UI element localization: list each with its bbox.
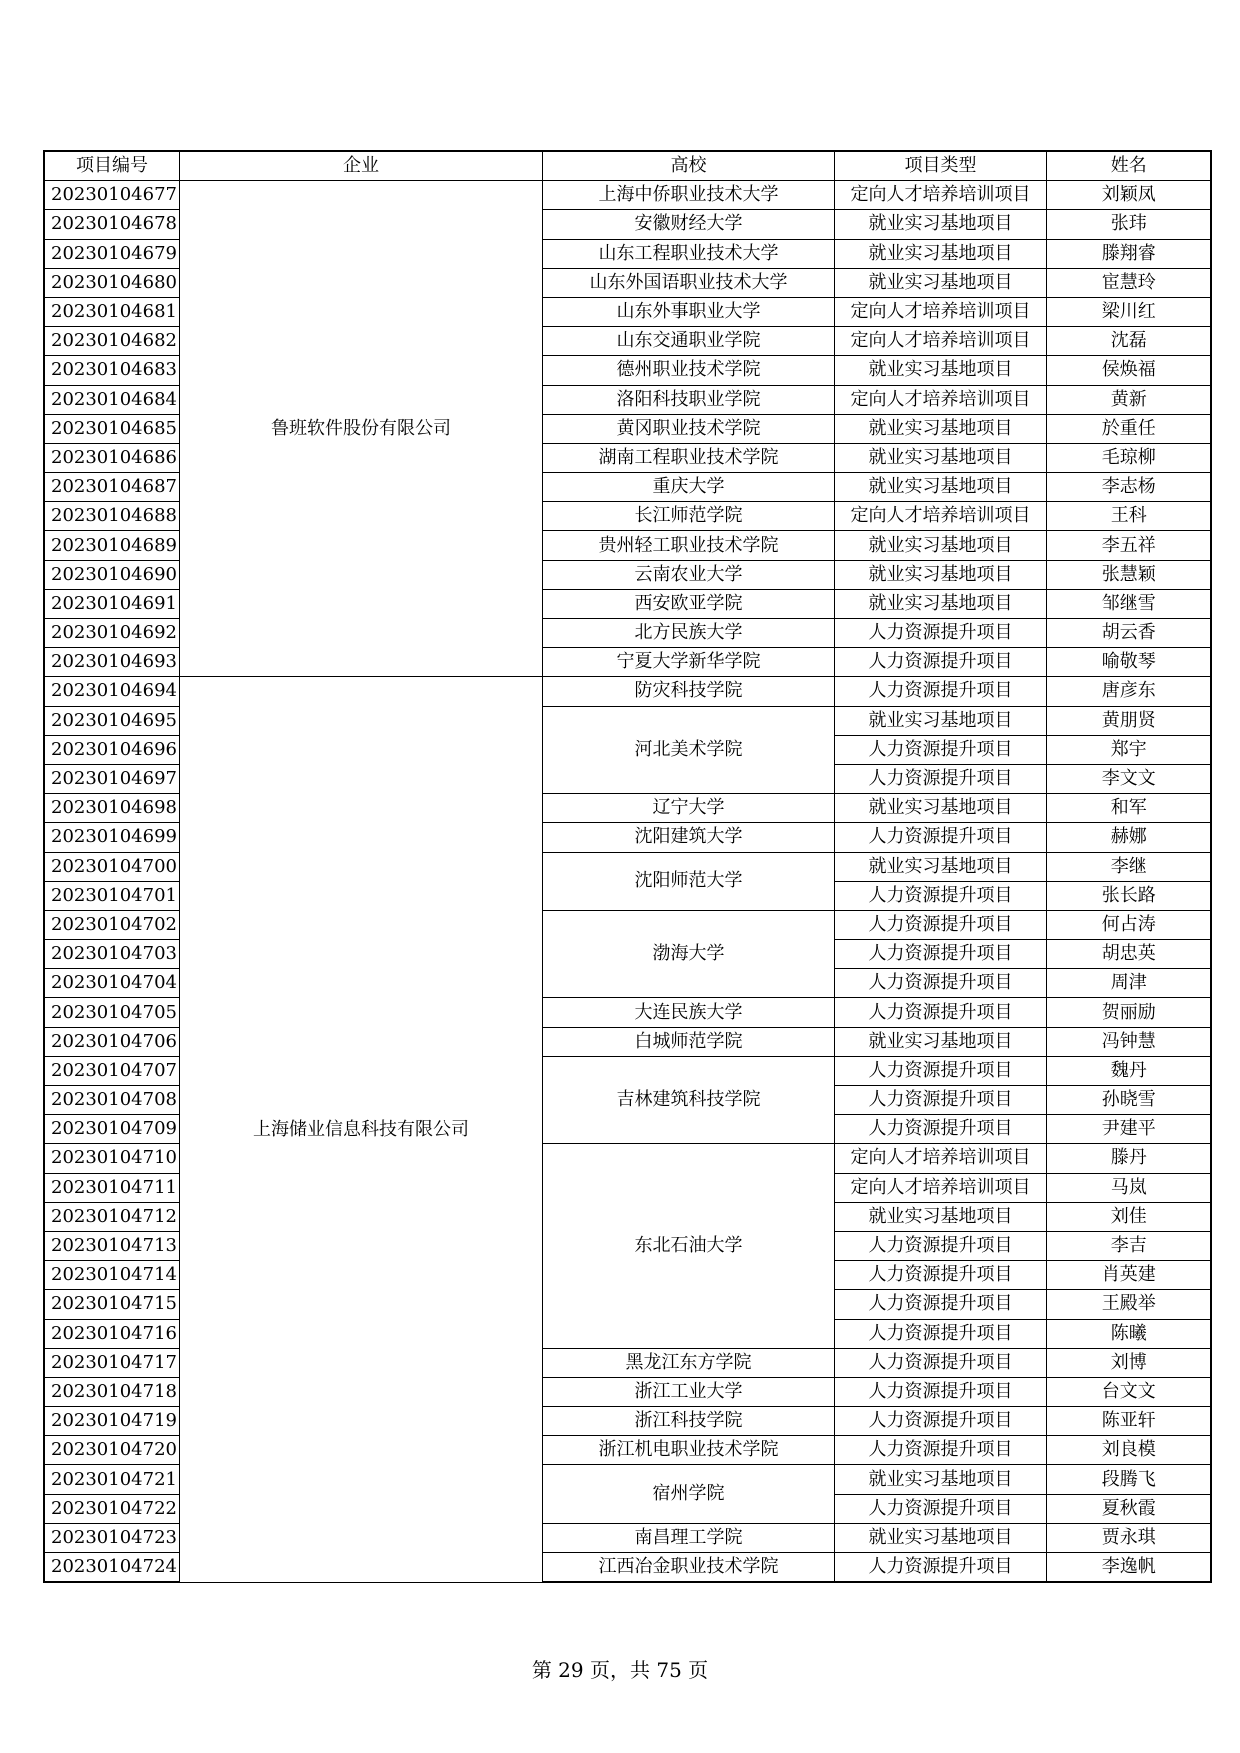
- cell-project-id: 20230104721: [44, 1465, 179, 1494]
- cell-project-type: 人力资源提升项目: [834, 1261, 1046, 1290]
- header-id: 项目编号: [44, 151, 179, 181]
- cell-person-name: 喻敬琴: [1046, 648, 1211, 677]
- cell-school: 白城师范学院: [542, 1027, 834, 1056]
- cell-project-id: 20230104701: [44, 881, 179, 910]
- cell-project-type: 定向人才培养培训项目: [834, 327, 1046, 356]
- cell-person-name: 张长路: [1046, 881, 1211, 910]
- cell-project-type: 就业实习基地项目: [834, 706, 1046, 735]
- cell-person-name: 刘颖凤: [1046, 181, 1211, 210]
- cell-school: 大连民族大学: [542, 998, 834, 1027]
- cell-person-name: 陈曦: [1046, 1319, 1211, 1348]
- cell-project-id: 20230104687: [44, 473, 179, 502]
- page-footer: 第 29 页，共 75 页: [531, 1658, 709, 1682]
- cell-person-name: 刘良模: [1046, 1436, 1211, 1465]
- cell-school: 浙江机电职业技术学院: [542, 1436, 834, 1465]
- cell-project-type: 人力资源提升项目: [834, 1319, 1046, 1348]
- cell-person-name: 毛琼柳: [1046, 443, 1211, 472]
- cell-project-id: 20230104683: [44, 356, 179, 385]
- cell-school: 黄冈职业技术学院: [542, 414, 834, 443]
- cell-school: 北方民族大学: [542, 619, 834, 648]
- cell-project-type: 就业实习基地项目: [834, 794, 1046, 823]
- cell-project-type: 就业实习基地项目: [834, 852, 1046, 881]
- cell-project-type: 定向人才培养培训项目: [834, 297, 1046, 326]
- cell-project-id: 20230104689: [44, 531, 179, 560]
- cell-project-id: 20230104678: [44, 210, 179, 239]
- cell-project-id: 20230104705: [44, 998, 179, 1027]
- cell-project-type: 人力资源提升项目: [834, 677, 1046, 706]
- cell-person-name: 郑宇: [1046, 735, 1211, 764]
- cell-project-type: 人力资源提升项目: [834, 998, 1046, 1027]
- cell-project-type: 人力资源提升项目: [834, 881, 1046, 910]
- cell-project-id: 20230104688: [44, 502, 179, 531]
- cell-project-id: 20230104696: [44, 735, 179, 764]
- cell-school: 湖南工程职业技术学院: [542, 443, 834, 472]
- cell-project-id: 20230104682: [44, 327, 179, 356]
- cell-person-name: 黄朋贤: [1046, 706, 1211, 735]
- cell-person-name: 沈磊: [1046, 327, 1211, 356]
- cell-project-id: 20230104714: [44, 1261, 179, 1290]
- cell-project-type: 定向人才培养培训项目: [834, 502, 1046, 531]
- cell-person-name: 唐彦东: [1046, 677, 1211, 706]
- cell-project-id: 20230104686: [44, 443, 179, 472]
- cell-project-type: 人力资源提升项目: [834, 619, 1046, 648]
- cell-project-id: 20230104717: [44, 1348, 179, 1377]
- cell-school: 沈阳建筑大学: [542, 823, 834, 852]
- cell-project-id: 20230104684: [44, 385, 179, 414]
- cell-company: 鲁班软件股份有限公司: [179, 181, 542, 677]
- cell-person-name: 黄新: [1046, 385, 1211, 414]
- cell-school: 云南农业大学: [542, 560, 834, 589]
- cell-school: 安徽财经大学: [542, 210, 834, 239]
- cell-project-id: 20230104709: [44, 1115, 179, 1144]
- cell-project-type: 人力资源提升项目: [834, 764, 1046, 793]
- cell-person-name: 段腾飞: [1046, 1465, 1211, 1494]
- cell-project-type: 定向人才培养培训项目: [834, 385, 1046, 414]
- cell-school: 重庆大学: [542, 473, 834, 502]
- cell-school: 贵州轻工职业技术学院: [542, 531, 834, 560]
- cell-person-name: 邹继雪: [1046, 589, 1211, 618]
- cell-project-id: 20230104711: [44, 1173, 179, 1202]
- cell-school: 山东外事职业大学: [542, 297, 834, 326]
- cell-project-type: 人力资源提升项目: [834, 1407, 1046, 1436]
- cell-project-type: 就业实习基地项目: [834, 473, 1046, 502]
- cell-project-type: 人力资源提升项目: [834, 1494, 1046, 1523]
- cell-project-type: 人力资源提升项目: [834, 1290, 1046, 1319]
- cell-project-type: 人力资源提升项目: [834, 940, 1046, 969]
- cell-project-id: 20230104695: [44, 706, 179, 735]
- cell-project-id: 20230104680: [44, 268, 179, 297]
- cell-project-type: 人力资源提升项目: [834, 969, 1046, 998]
- cell-project-id: 20230104694: [44, 677, 179, 706]
- cell-project-id: 20230104712: [44, 1202, 179, 1231]
- cell-project-type: 就业实习基地项目: [834, 1027, 1046, 1056]
- cell-person-name: 李继: [1046, 852, 1211, 881]
- cell-project-type: 就业实习基地项目: [834, 443, 1046, 472]
- cell-project-type: 人力资源提升项目: [834, 823, 1046, 852]
- header-row: [44, 151, 1211, 181]
- cell-project-type: 人力资源提升项目: [834, 1056, 1046, 1085]
- cell-project-type: 人力资源提升项目: [834, 648, 1046, 677]
- cell-person-name: 胡云香: [1046, 619, 1211, 648]
- cell-project-id: 20230104690: [44, 560, 179, 589]
- cell-person-name: 台文文: [1046, 1377, 1211, 1406]
- cell-person-name: 李吉: [1046, 1231, 1211, 1260]
- cell-person-name: 孙晓雪: [1046, 1086, 1211, 1115]
- cell-person-name: 於重任: [1046, 414, 1211, 443]
- cell-person-name: 滕翔睿: [1046, 239, 1211, 268]
- cell-project-id: 20230104715: [44, 1290, 179, 1319]
- cell-school: 山东外国语职业技术大学: [542, 268, 834, 297]
- cell-school: 山东工程职业技术大学: [542, 239, 834, 268]
- cell-project-type: 就业实习基地项目: [834, 356, 1046, 385]
- cell-person-name: 宦慧玲: [1046, 268, 1211, 297]
- cell-person-name: 张玮: [1046, 210, 1211, 239]
- cell-project-type: 就业实习基地项目: [834, 1523, 1046, 1552]
- cell-project-id: 20230104692: [44, 619, 179, 648]
- cell-school: 山东交通职业学院: [542, 327, 834, 356]
- cell-person-name: 肖英建: [1046, 1261, 1211, 1290]
- cell-project-id: 20230104723: [44, 1523, 179, 1552]
- cell-person-name: 王科: [1046, 502, 1211, 531]
- cell-person-name: 冯钟慧: [1046, 1027, 1211, 1056]
- cell-project-type: 人力资源提升项目: [834, 1115, 1046, 1144]
- cell-school: 长江师范学院: [542, 502, 834, 531]
- cell-project-id: 20230104722: [44, 1494, 179, 1523]
- cell-person-name: 王殿举: [1046, 1290, 1211, 1319]
- cell-person-name: 魏丹: [1046, 1056, 1211, 1085]
- cell-person-name: 和军: [1046, 794, 1211, 823]
- cell-person-name: 夏秋霞: [1046, 1494, 1211, 1523]
- cell-person-name: 周津: [1046, 969, 1211, 998]
- cell-project-type: 人力资源提升项目: [834, 735, 1046, 764]
- cell-school: 上海中侨职业技术大学: [542, 181, 834, 210]
- cell-project-id: 20230104716: [44, 1319, 179, 1348]
- cell-project-type: 人力资源提升项目: [834, 1231, 1046, 1260]
- cell-project-type: 定向人才培养培训项目: [834, 1173, 1046, 1202]
- cell-project-id: 20230104697: [44, 764, 179, 793]
- cell-person-name: 刘博: [1046, 1348, 1211, 1377]
- header-type: 项目类型: [834, 151, 1046, 181]
- cell-project-id: 20230104677: [44, 181, 179, 210]
- cell-project-type: 就业实习基地项目: [834, 1465, 1046, 1494]
- cell-project-id: 20230104681: [44, 297, 179, 326]
- cell-project-type: 人力资源提升项目: [834, 1086, 1046, 1115]
- table-row: [44, 181, 1211, 210]
- cell-company: 上海储业信息科技有限公司: [179, 677, 542, 1582]
- header-company: 企业: [179, 151, 542, 181]
- table-row: [44, 677, 1211, 706]
- cell-project-id: 20230104679: [44, 239, 179, 268]
- cell-project-id: 20230104693: [44, 648, 179, 677]
- cell-school: 辽宁大学: [542, 794, 834, 823]
- cell-project-id: 20230104724: [44, 1553, 179, 1583]
- cell-project-type: 就业实习基地项目: [834, 1202, 1046, 1231]
- project-table: [43, 150, 1212, 1583]
- cell-school: 浙江科技学院: [542, 1407, 834, 1436]
- cell-project-id: 20230104704: [44, 969, 179, 998]
- table-body: [44, 181, 1211, 1583]
- cell-school: 江西冶金职业技术学院: [542, 1553, 834, 1583]
- cell-project-id: 20230104700: [44, 852, 179, 881]
- cell-person-name: 滕丹: [1046, 1144, 1211, 1173]
- cell-school: 渤海大学: [542, 910, 834, 998]
- header-name: 姓名: [1046, 151, 1211, 181]
- cell-project-id: 20230104706: [44, 1027, 179, 1056]
- cell-project-type: 人力资源提升项目: [834, 910, 1046, 939]
- cell-school: 洛阳科技职业学院: [542, 385, 834, 414]
- cell-person-name: 李五祥: [1046, 531, 1211, 560]
- cell-person-name: 陈亚轩: [1046, 1407, 1211, 1436]
- cell-school: 河北美术学院: [542, 706, 834, 794]
- cell-school: 德州职业技术学院: [542, 356, 834, 385]
- cell-person-name: 胡忠英: [1046, 940, 1211, 969]
- cell-project-id: 20230104699: [44, 823, 179, 852]
- cell-project-type: 就业实习基地项目: [834, 210, 1046, 239]
- cell-person-name: 贾永琪: [1046, 1523, 1211, 1552]
- cell-project-type: 定向人才培养培训项目: [834, 1144, 1046, 1173]
- cell-project-type: 人力资源提升项目: [834, 1348, 1046, 1377]
- cell-person-name: 何占涛: [1046, 910, 1211, 939]
- cell-person-name: 梁川红: [1046, 297, 1211, 326]
- cell-school: 宁夏大学新华学院: [542, 648, 834, 677]
- cell-person-name: 侯焕福: [1046, 356, 1211, 385]
- cell-person-name: 李文文: [1046, 764, 1211, 793]
- cell-project-id: 20230104713: [44, 1231, 179, 1260]
- cell-project-id: 20230104685: [44, 414, 179, 443]
- cell-school: 沈阳师范大学: [542, 852, 834, 910]
- cell-project-id: 20230104707: [44, 1056, 179, 1085]
- cell-project-id: 20230104698: [44, 794, 179, 823]
- cell-project-id: 20230104708: [44, 1086, 179, 1115]
- cell-school: 浙江工业大学: [542, 1377, 834, 1406]
- cell-project-type: 就业实习基地项目: [834, 268, 1046, 297]
- cell-person-name: 尹建平: [1046, 1115, 1211, 1144]
- cell-project-type: 就业实习基地项目: [834, 560, 1046, 589]
- cell-school: 宿州学院: [542, 1465, 834, 1523]
- cell-school: 黑龙江东方学院: [542, 1348, 834, 1377]
- cell-school: 东北石油大学: [542, 1144, 834, 1348]
- cell-person-name: 马岚: [1046, 1173, 1211, 1202]
- cell-project-type: 就业实习基地项目: [834, 239, 1046, 268]
- header-school: 高校: [542, 151, 834, 181]
- cell-person-name: 贺丽励: [1046, 998, 1211, 1027]
- cell-project-id: 20230104720: [44, 1436, 179, 1465]
- cell-project-id: 20230104718: [44, 1377, 179, 1406]
- cell-school: 吉林建筑科技学院: [542, 1056, 834, 1144]
- cell-person-name: 刘佳: [1046, 1202, 1211, 1231]
- cell-person-name: 李志杨: [1046, 473, 1211, 502]
- cell-project-type: 定向人才培养培训项目: [834, 181, 1046, 210]
- cell-project-id: 20230104691: [44, 589, 179, 618]
- cell-project-id: 20230104710: [44, 1144, 179, 1173]
- cell-project-type: 就业实习基地项目: [834, 531, 1046, 560]
- cell-person-name: 李逸帆: [1046, 1553, 1211, 1583]
- cell-person-name: 赫娜: [1046, 823, 1211, 852]
- cell-project-type: 就业实习基地项目: [834, 589, 1046, 618]
- cell-project-id: 20230104719: [44, 1407, 179, 1436]
- cell-project-type: 人力资源提升项目: [834, 1553, 1046, 1583]
- cell-person-name: 张慧颖: [1046, 560, 1211, 589]
- cell-project-id: 20230104703: [44, 940, 179, 969]
- cell-project-type: 就业实习基地项目: [834, 414, 1046, 443]
- cell-school: 防灾科技学院: [542, 677, 834, 706]
- cell-project-type: 人力资源提升项目: [834, 1436, 1046, 1465]
- cell-school: 西安欧亚学院: [542, 589, 834, 618]
- cell-project-id: 20230104702: [44, 910, 179, 939]
- cell-school: 南昌理工学院: [542, 1523, 834, 1552]
- cell-project-type: 人力资源提升项目: [834, 1377, 1046, 1406]
